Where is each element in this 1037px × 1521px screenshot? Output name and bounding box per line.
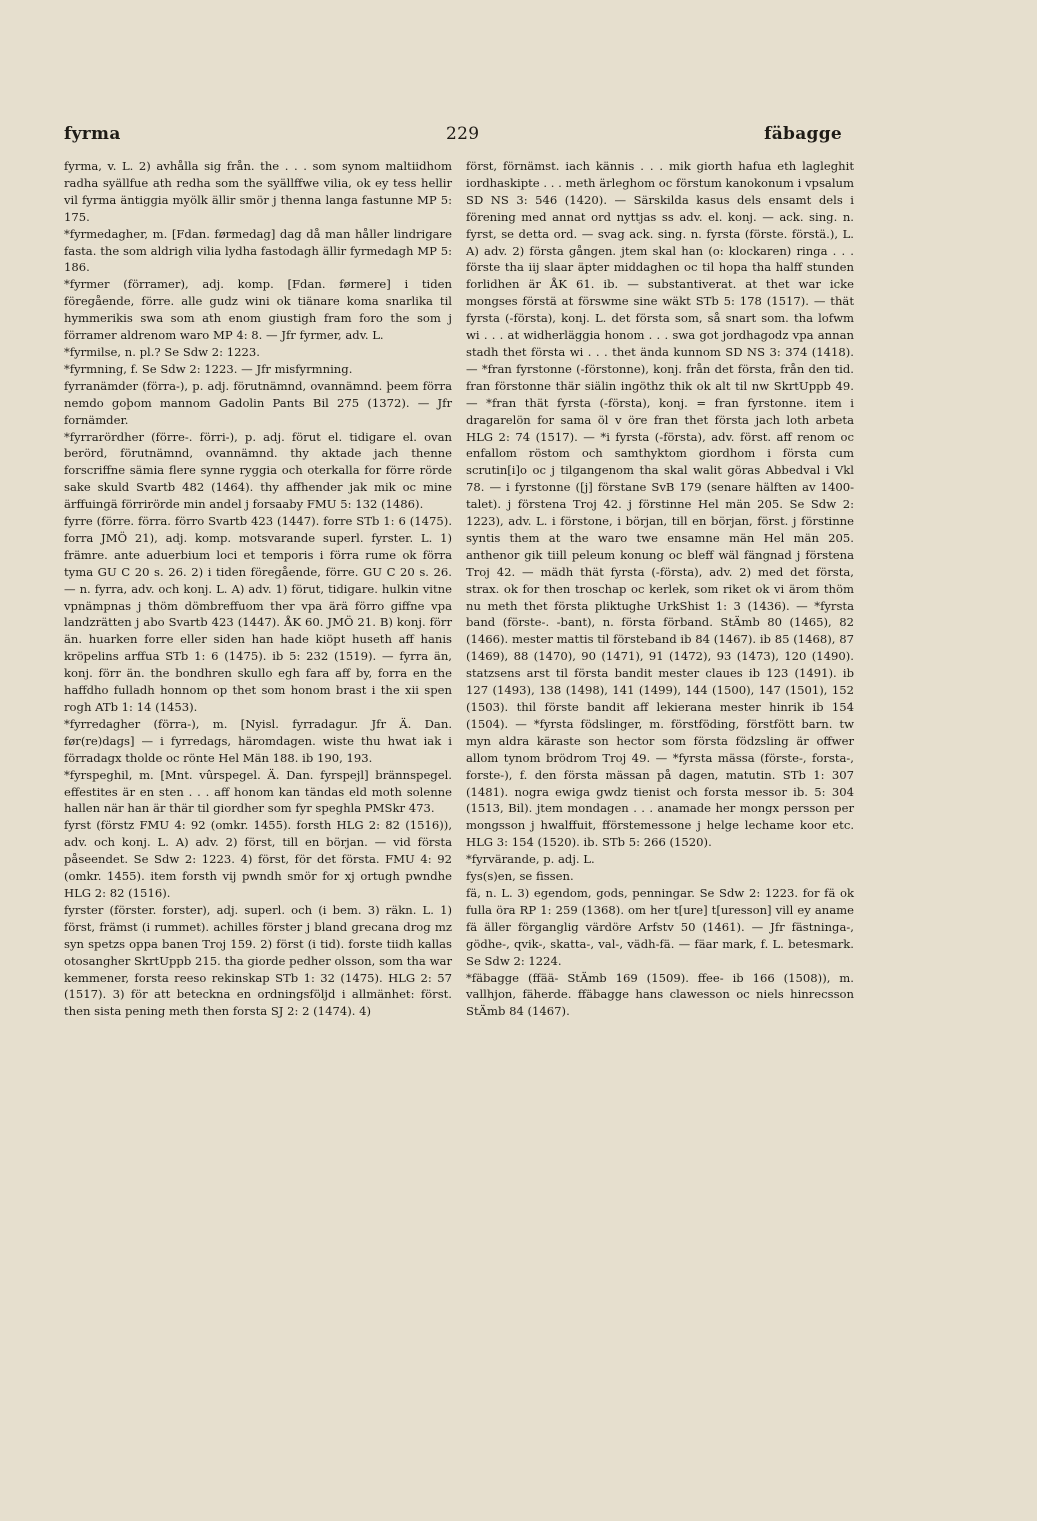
header-left-guide-word: fyrma bbox=[64, 124, 121, 144]
entry: *fäbagge (ffää- StÄmb 169 (1509). ffee- ib 166 (1508)), m. vallhjon, fäherde. ffäbagge hans clawesson oc niels hinrecsson StÄmb 84 (1467). bbox=[466, 970, 854, 1019]
entry: fyrma, v. L. 2) avhålla sig från. the . . . som synom maltiidhom radha syällfue ath redha som the syällffwe vilia, ok ey tess hellir vil fyrma äntiggia myölk ällir smör j thenna langa fastunne MP 5: 175. bbox=[64, 159, 452, 224]
entry: *fyrvärande, p. adj. L. bbox=[466, 852, 595, 867]
entry: först, förnämst. iach kännis . . . mik giorth hafua eth lagleghit iordhaskipte . . . meth ärleghom oc förstum kanokonum i vpsalum SD NS 3: 546 (1420). — Särskilda kasus dels ensamt dels i förening med annat ord nyttjas ss adv. el. konj. — ack. sing. n. fyrst, se detta ord. — svag ack. sing. n. fyrsta (förste. förstä.), L. A) adv. 2) första gången. jtem skal han (o: klockaren) ringa . . . förste tha iij slaar äpter middaghen oc til hopa tha halff stunden forlidhen är ÅK 61. ib. — substantiverat. at thet war icke mongses förstä at förswme sine wäkt STb 5: 178 (1517). — thät fyrsta (-första), konj. L. det första som, så snart som. tha lofwm wi . . . at widherläggia honom . . . swa got jordhagodz vpa annan stadh thet första wi . . . thet ända kunnom SD NS 3: 374 (1418). — *fran fyrstonne (-förstonne), konj. från det första, från den tid. fran förstonne thär siälin ingöthz thik ok alt til nw SkrtUppb 49. — *fran thät fyrsta (-första), konj. = fran fyrstonne. item i dragarelön for sama öl v öre fran thet första jach loth arbeta HLG 2: 74 (1517). — *i fyrsta (-första), adv. först. aff renom oc enfallom röstom och samthyktom giordhom i första cum scrutin[i]o oc j tilgangenom tha skal walit göras Abbedval i Vkl 78. — i fyrstonne ([j] förstane SvB 179 (senare hälften av 1400-talet). j förstena Troj 42. j förstinne Hel män 205. Se Sdw 2: 1223), adv. L. i förstone, i början, till en början, först. j förstinne syntis them at the waro twe ensamne män Hel män 205. anthenor gik tiill peleum konung oc bleff wäl fängnad j förstena Troj 42. — mädh thät fyrsta (-första), adv. 2) med det första, strax. ok for then troschap oc kerlek, som riket ok vi ärom thöm nu meth thet första pliktughe UrkShist 1: 3 (1436). — *fyrsta band (förste-. -bant), n. första förband. StÄmb 80 (1465), 82 (1466). mester mattis til försteband ib 84 (1467). ib 85 (1468), 87 (1469), 88 (1470), 90 (1471), 91 (1472), 93 (1473), 120 (1490). statzsens arst til första bandit mester claues ib 123 (1491). ib 127 (1493), 138 (1498), 141 (1499), 144 (1500), 147 (1501), 152 (1503). thil förste bandit aff lekierana mester hinrik ib 154 (1504). — *fyrsta födslinger, m. förstföding, förstfött barn. tw myn aldra käraste son hector som första födzsling är offwer allom tynom brödrom Troj 49. — *fyrsta mässa (förste-, forsta-, forste-), f. den första mässan på dagen, matutin. STb 1: 307 (1481). nogra ewiga gwdz tienist och forsta messor ib. 5: 304 (1513, Bil). jtem mondagen . . . anamade her mongx persson per mongsson j hwalffuit, fförstemessone j helge lechame koor etc. HLG 3: 154 (1520). ib. STb 5: 266 (1520). bbox=[466, 159, 854, 850]
entry: *fyrredagher (förra-), m. [Nyisl. fyrradagur. Jfr Ä. Dan. før(re)dags] — i fyrredags, häromdagen. wiste thu hwat iak i förradagx tholde oc rönte Hel Män 188. ib 190, 193. bbox=[64, 716, 452, 765]
entry: fyrster (förster. forster), adj. superl. och (i bem. 3) räkn. L. 1) först, främst (i rummet). achilles förster j bland grecana drog mz syn spetzs oppa banen Troj 159. 2) först (i tid). forste tiidh kallas otosangher SkrtUppb 215. tha giorde pedher olsson, som tha war kemmener, forsta reeso rekinskap STb 1: 32 (1475). HLG 2: 57 (1517). 3) för att beteckna en ordningsföljd i allmänhet: först. then sista pening meth then forsta SJ 2: 2 (1474). 4) bbox=[64, 902, 452, 1019]
entry: fä, n. L. 3) egendom, gods, penningar. Se Sdw 2: 1223. for fä ok fulla öra RP 1: 259 (1368). om her t[ure] t[uresson] vill ey aname fä äller förganglig värdöre Arfstv 50 (1461). — Jfr fästninga-, gödhe-, qvik-, skatta-, val-, vädh-fä. — fäar mark, f. L. betesmark. Se Sdw 2: 1224. bbox=[466, 885, 854, 968]
page-header bbox=[64, 124, 842, 148]
entry: fyrre (förre. förra. förro Svartb 423 (1447). forre STb 1: 6 (1475). forra JMÖ 21), adj. komp. motsvarande superl. fyrster. L. 1) främre. ante aduerbium loci et temporis i förra rume ok förra tyma GU C 20 s. 26. 2) i tiden föregående, förre. GU C 20 s. 26. — n. fyrra, adv. och konj. L. A) adv. 1) förut, tidigare. hulkin vitne vpnämpnas j thöm dömbreffuom ther vpa ärä förro giffne vpa landzrätten j abo Svartb 423 (1447). ÅK 60. JMÖ 21. B) konj. förr än. huarken forre eller siden han hade kiöpt huseth aff hanis kröpelins arffua STb 1: 6 (1475). ib 5: 232 (1519). — fyrra än, konj. förr än. the bondhren skullo egh fara aff by, forra en the haffdho fulladh honnom op thet som honom brast i the xii spen rogh ATb 1: 14 (1453). bbox=[64, 514, 452, 714]
entry: *fyrmilse, n. pl.? Se Sdw 2: 1223. bbox=[64, 344, 260, 359]
header-right-guide-word: fäbagge bbox=[764, 124, 842, 144]
right-column bbox=[466, 158, 854, 1020]
left-column bbox=[64, 158, 452, 1020]
page-number: 229 bbox=[446, 124, 480, 144]
entry: *fyrrarördher (förre-. förri-), p. adj. förut el. tidigare el. ovan berörd, förutnämnd, ovannämnd. thy aktade jach thenne forscriffne sämia flere synne ryggia och oterkalla for förre rörde sake skuld Svartb 482 (1464). thy affhender jak mik oc mine ärffuingä förrirörde min andel j forsaaby FMU 5: 132 (1486). bbox=[64, 429, 452, 512]
entry: fyrst (förstz FMU 4: 92 (omkr. 1455). forsth HLG 2: 82 (1516)), adv. och konj. L. A) adv. 2) först, till en början. — vid första påseendet. Se Sdw 2: 1223. 4) först, för det första. FMU 4: 92 (omkr. 1455). item forsth vij pwndh smör for xj ortugh pwndhe HLG 2: 82 (1516). bbox=[64, 818, 452, 900]
entry: fyrranämder (förra-), p. adj. förutnämnd, ovannämnd. þeem förra nemdo goþom mannom Gadolin Pants Bil 275 (1372). — Jfr fornämder. bbox=[64, 378, 452, 427]
entry: *fyrmer (förramer), adj. komp. [Fdan. førmere] i tiden föregående, förre. alle gudz wini ok tiänare koma snarlika til hymmerikis swa som ath enom giustigh fram foro the som j förramer aldrenom waro MP 4: 8. — Jfr fyrmer, adv. L. bbox=[64, 277, 452, 343]
entry: *fyrspeghil, m. [Mnt. vûrspegel. Ä. Dan. fyrspejl] brännspegel. effestites är en sten . . . aff honom kan tändas eld moth solenne hallen när han är thär til giordher som fyr speghla PMSkr 473. bbox=[64, 767, 452, 816]
entry: fys(s)en, se fissen. bbox=[466, 869, 574, 884]
entry: *fyrmning, f. Se Sdw 2: 1223. — Jfr misfyrmning. bbox=[64, 361, 353, 376]
entry: *fyrmedagher, m. [Fdan. førmedag] dag då man håller lindrigare fasta. the som aldrigh vilia lydha fastodagh ällir fyrmedagh MP 5: 186. bbox=[64, 226, 452, 275]
